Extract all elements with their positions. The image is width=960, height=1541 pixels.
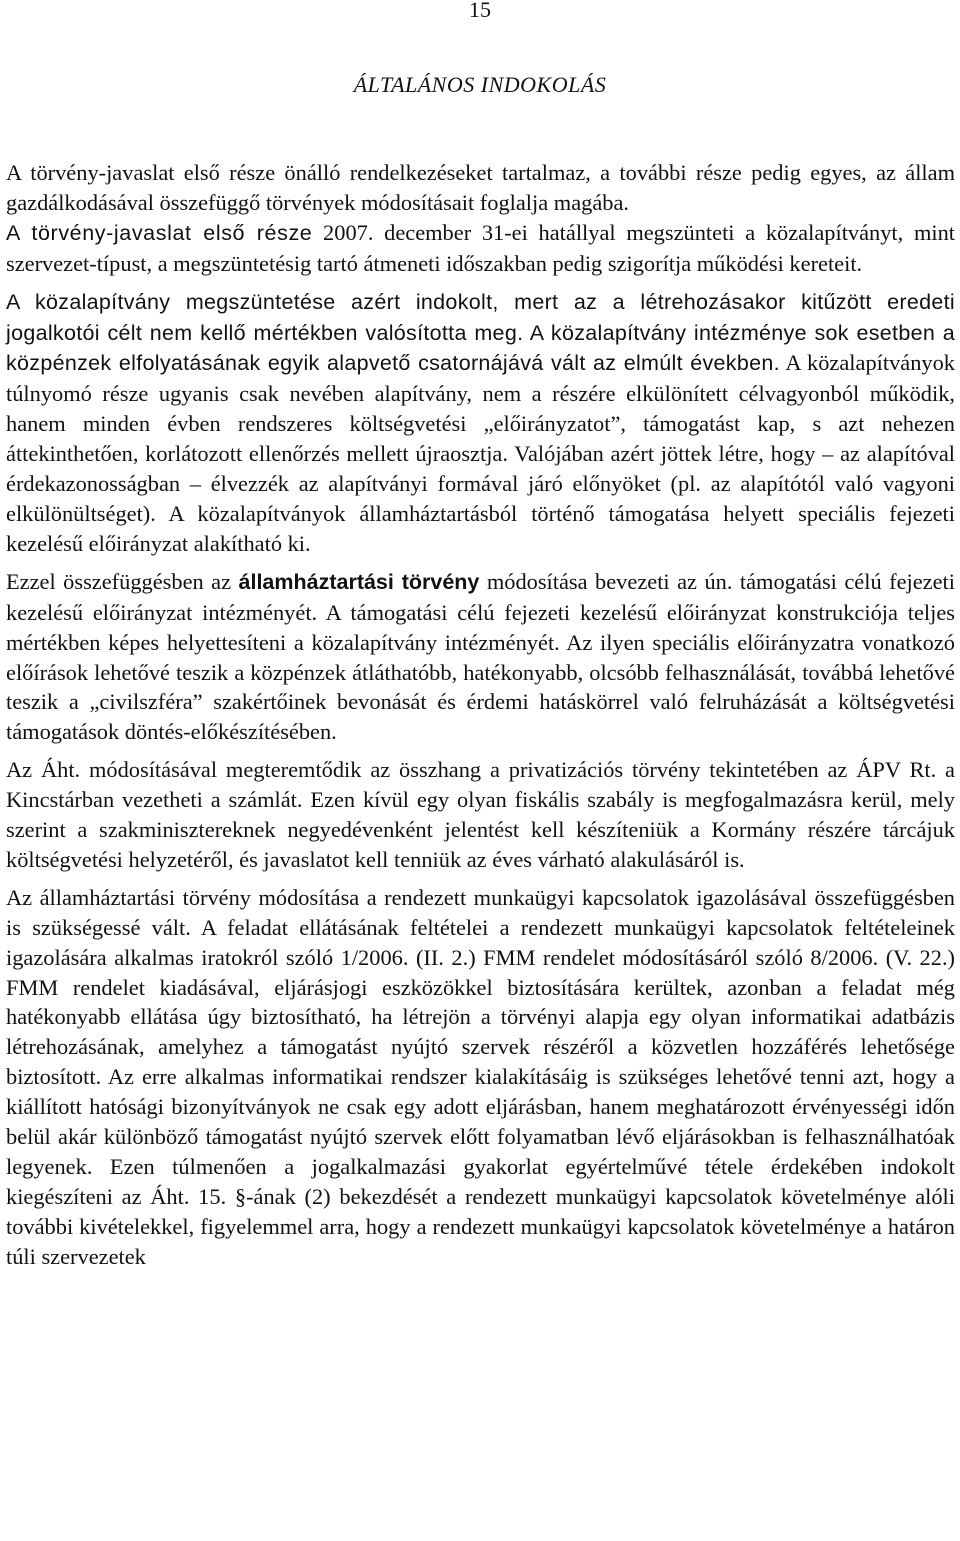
budget-act-emphasis: államháztartási törvény	[238, 569, 480, 594]
paragraph-foundation-rest: A közalapítványok túlnyomó része ugyanis csak nevében alapítvány, nem a részére elkülönített célvagyonból működik, hanem minden évben rendszeres költségvetési „előirányzatot”, támogatást kap, s azt nehezen áttekinthetően, korlátozott ellenőrzés mellett újraosztja. Valójában azért jöttek létre, hogy – az alapítóval érdekazonosságban – élvezzék az alapítványi formával járó előnyöket (pl. az alapítótól való vagyoni elkülönültséget). A közalapítványok államháztartásból történő támogatása helyett speciális fejezeti kezelésű előirányzat alakítható ki.	[6, 350, 956, 556]
paragraph-labour-relations-text: Az államháztartási törvény módosítása a rendezett munkaügyi kapcsolatok igazolásával összefüggésben is szükségessé vált. A feladat ellátásának feltételei a rendezett munkaügyi kapcsolatok feltételeinek igazolására alkalmas iratokról szóló 1/2006. (II. 2.) FMM rendelet módosításáról szóló 8/2006. (V. 22.) FMM rendelet kiadásával, eljárásjogi eszközökkel biztosítására kerültek, azonban a feladat még hatékonyabb ellátása úgy biztosítható, ha létrejön a törvényi alapja egy olyan informatikai adatbázis létrehozásának, amelyhez a támogatást nyújtó szervek részéről a közvetlen hozzáférés lehetősége biztosított. Az erre alkalmas informatikai rendszer kialakításáig is szükséges lehetővé tenni azt, hogy a kiállított hatósági bizonyítványok ne csak egy adott eljárásban, hanem meghatározott érvényességi időn belül akár különböző támogatást nyújtó szervek előtt folyamatban lévő eljárásokban is felhasználhatóak legyenek. Ezen túlmenően a jogalkalmazási gyakorlat egyértelművé tétele érdekében indokolt kiegészíteni az Áht. 15. §-ának (2) bekezdését a rendezett munkaügyi kapcsolatok követelménye alóli további kivételekkel, figyelemmel arra, hogy a rendezett munkaügyi kapcsolatok követelménye a határon túli szervezetek	[6, 884, 955, 1269]
paragraph-first-part-lead: A törvény-javaslat első része	[6, 220, 313, 245]
paragraph-budget-act-lead: Ezzel összefüggésben az	[6, 568, 239, 594]
section-title: ÁLTALÁNOS INDOKOLÁS	[353, 72, 607, 97]
paragraph-foundation-sentence-1: A közalapítvány megszüntetése azért indokolt, mert az a létrehozásakor kitűzött eredeti jogalkotói célt nem kellő mértékben valósította meg.	[6, 289, 955, 345]
paragraph-intro-text: A törvény-javaslat első része önálló rendelkezéseket tartalmaz, a további része pedig egyes, az állam gazdálkodásával összefüggő törvények módosításait foglalja magába.	[6, 160, 955, 215]
document-body	[6, 158, 955, 1280]
page-number: 15	[469, 0, 491, 22]
paragraph-first-part-text: 2007. december 31-ei hatállyal megszünteti a közalapítványt, mint szervezet-típust, a megszüntetésig tartó átmeneti időszakban pedig szigorítja működési kereteit.	[6, 219, 956, 276]
paragraph-budget-act	[6, 567, 955, 747]
paragraph-labour-relations	[6, 883, 955, 1272]
paragraph-budget-act-rest: módosítása bevezeti az ún. támogatási célú fejezeti kezelésű előirányzat intézményét. A támogatási célú fejezeti kezelésű előirányzat konstrukciója teljes mértékben képes helyettesíteni a közalapítvány intézményét. Az ilyen speciális előirányzatra vonatkozó előírások lehetővé teszik a közpénzek átláthatóbb, hatékonyabb, olcsóbb felhasználását, továbbá lehetővé teszik a „civilszféra” szakértőinek bevonását és érdemi hatáskörrel való felruházását a költségvetési támogatások döntés-előkészítésében.	[6, 568, 955, 745]
paragraph-foundation-sentence-2: A közalapítvány intézménye sok esetben a közpénzek elfolyatásának egyik alapvető csatornájává vált az elmúlt években.	[6, 320, 955, 376]
paragraph-foundation	[6, 287, 955, 559]
paragraph-aht-amendment-text: Az Áht. módosításával megteremtődik az összhang a privatizációs törvény tekintetében az ÁPV Rt. a Kincstárban vezetheti a számlát. Ezen kívül egy olyan fiskális szabály is megfogalmazásra kerül, mely szerint a szakminisztereknek negyedévenként jelentést kell készíteniük a Kormány részére tárcájuk költségvetési helyzetéről, és javaslatot kell tenniük az éves várható alakulásáról is.	[6, 757, 955, 872]
paragraph-aht-amendment	[6, 755, 955, 875]
paragraph-intro	[6, 158, 955, 279]
